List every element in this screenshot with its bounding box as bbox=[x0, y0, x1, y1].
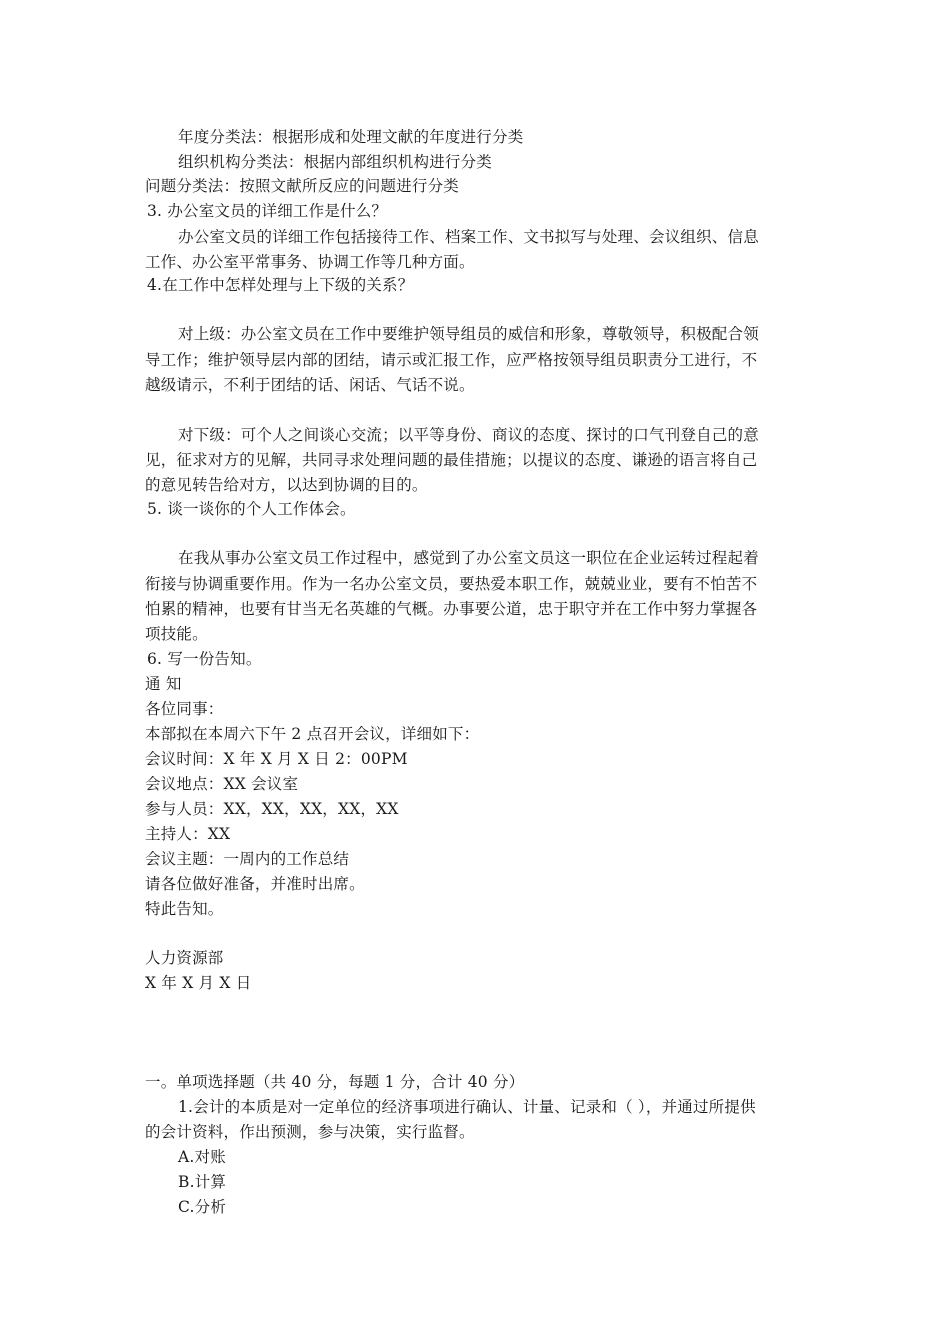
option-b: B.计算 bbox=[178, 1173, 227, 1191]
text-line: 本部拟在本周六下午 2 点召开会议，详细如下： bbox=[145, 725, 480, 743]
text-line: 导工作；维护领导层内部的团结，请示或汇报工作，应严格按领导组员职责分工进行，不 bbox=[145, 351, 758, 369]
text-line: 办公室文员的详细工作包括接待工作、档案工作、文书拟写与处理、会议组织、信息 bbox=[178, 228, 759, 246]
text-line: 见，征求对方的见解，共同寻求处理问题的最佳措施；以提议的态度、谦逊的语言将自己 bbox=[145, 451, 758, 469]
text-line: 怕累的精神，也要有甘当无名英雄的气概。办事要公道，忠于职守并在工作中努力掌握各 bbox=[145, 600, 758, 618]
question-text: 的会计资料，作出预测，参与决策，实行监督。 bbox=[145, 1123, 475, 1141]
notice-date: X 年 X 月 X 日 bbox=[145, 974, 252, 992]
notice-signature: 人力资源部 bbox=[145, 949, 224, 967]
text-line: 会议时间：X 年 X 月 X 日 2：00PM bbox=[145, 750, 408, 768]
text-line: 衔接与协调重要作用。作为一名办公室文员，要热爱本职工作，兢兢业业，要有不怕苦不 bbox=[145, 575, 758, 593]
text-line: 主持人：XX bbox=[145, 825, 231, 843]
option-c: C.分析 bbox=[178, 1198, 227, 1216]
text-line: 对下级：可个人之间谈心交流；以平等身份、商议的态度、探讨的口气刊登自己的意 bbox=[178, 426, 759, 444]
question-text: 1.会计的本质是对一定单位的经济事项进行确认、计量、记录和（ ），并通过所提供 bbox=[178, 1098, 756, 1116]
text-line: 请各位做好准备，并准时出席。 bbox=[145, 875, 365, 893]
section-heading: 一。单项选择题（共 40 分，每题 1 分，合计 40 分） bbox=[145, 1073, 525, 1091]
text-line: 项技能。 bbox=[145, 625, 208, 643]
question-heading: 4.在工作中怎样处理与上下级的关系？ bbox=[147, 276, 414, 294]
text-line: 问题分类法：按照文献所反应的问题进行分类 bbox=[145, 177, 460, 195]
question-heading: 3. 办公室文员的详细工作是什么？ bbox=[147, 202, 388, 220]
question-heading: 5. 谈一谈你的个人工作体会。 bbox=[147, 500, 356, 518]
text-line: 越级请示，不利于团结的话、闲话、气话不说。 bbox=[145, 376, 475, 394]
text-line: 会议地点：XX 会议室 bbox=[145, 775, 299, 793]
text-line: 组织机构分类法：根据内部组织机构进行分类 bbox=[178, 153, 493, 171]
text-line: 会议主题：一周内的工作总结 bbox=[145, 850, 350, 868]
text-line: 年度分类法：根据形成和处理文献的年度进行分类 bbox=[178, 128, 524, 146]
text-line: 工作、办公室平常事务、协调工作等几种方面。 bbox=[145, 253, 475, 271]
text-line: 参与人员：XX，XX，XX，XX，XX bbox=[145, 800, 399, 818]
text-line: 对上级：办公室文员在工作中要维护领导组员的威信和形象，尊敬领导，积极配合领 bbox=[178, 325, 759, 343]
text-line: 的意见转告给对方，以达到协调的目的。 bbox=[145, 476, 428, 494]
text-line: 在我从事办公室文员工作过程中，感觉到了办公室文员这一职位在企业运转过程起着 bbox=[178, 549, 759, 567]
notice-greeting: 各位同事： bbox=[145, 700, 224, 718]
notice-title: 通 知 bbox=[145, 675, 182, 693]
text-line: 特此告知。 bbox=[145, 900, 224, 918]
question-heading: 6. 写一份告知。 bbox=[147, 650, 262, 668]
option-a: A.对账 bbox=[178, 1148, 226, 1166]
